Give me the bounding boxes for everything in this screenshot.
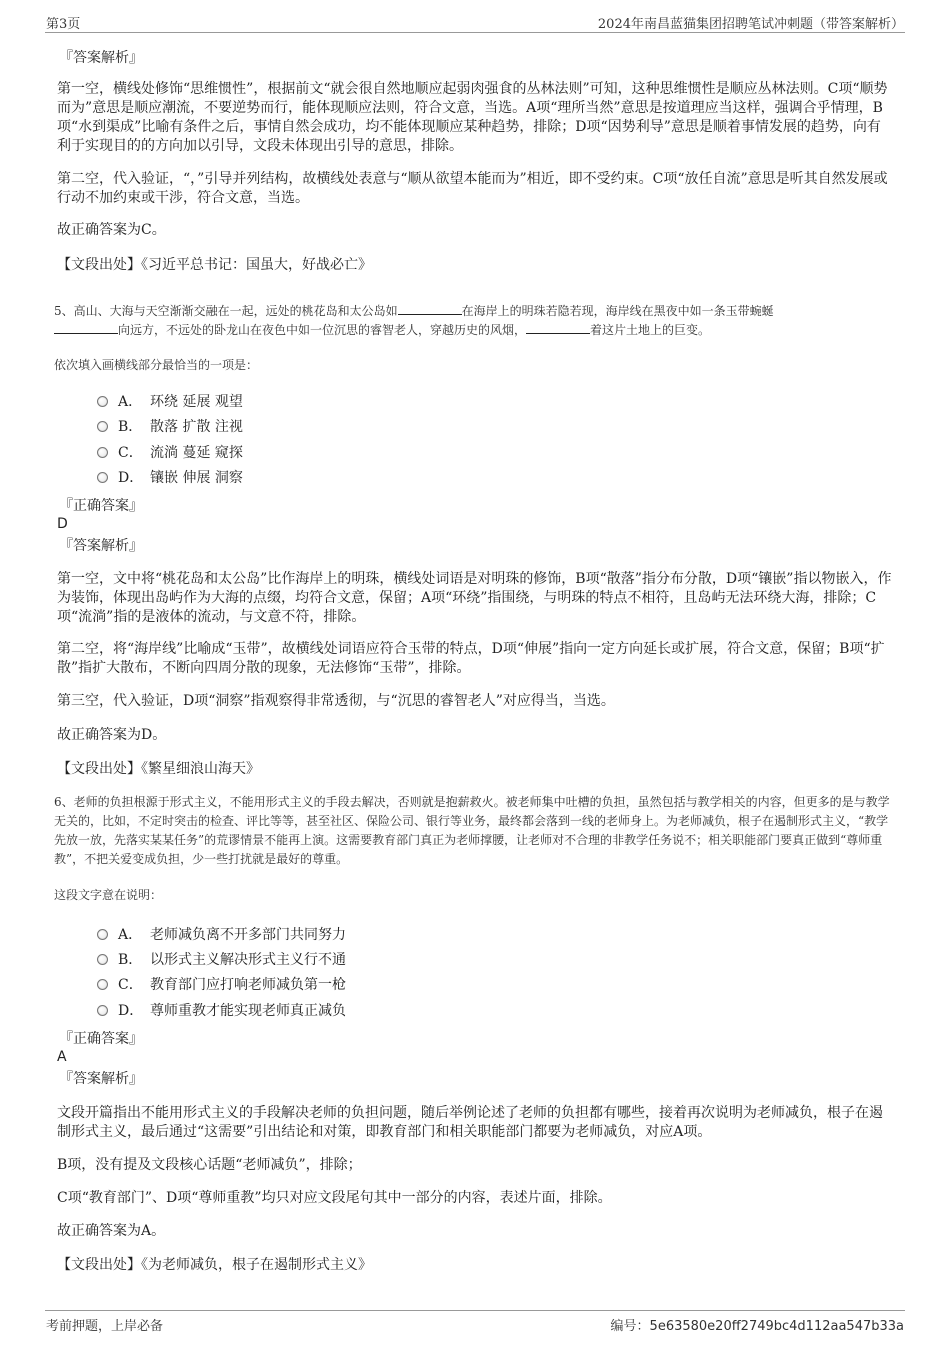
q5-analysis-para-2: 第二空，将“海岸线”比喻成“玉带”，故横线处词语应符合玉带的特点，D项“伸展”指向一定方向延长或扩展，符合文意，保留；B项“扩散”指扩大散布，不断向四周分散的现象，无法修饰“玉带”，排除。	[57, 641, 885, 676]
q5-analysis-tag: 『答案解析』	[59, 538, 143, 554]
q5-stem-part-3: 向远方，不远处的卧龙山在夜色中如一位沉思的睿智老人，穿越历史的风烟，	[118, 323, 527, 337]
q5-conclusion: 故正确答案为D。	[57, 727, 167, 743]
radio-icon[interactable]	[97, 929, 108, 940]
document-title: 2024年南昌蓝猫集团招聘笔试冲刺题（带答案解析）	[597, 17, 904, 32]
option-letter: D．	[118, 1003, 144, 1019]
q5-prompt: 依次填入画横线部分最恰当的一项是：	[54, 358, 259, 372]
radio-icon[interactable]	[97, 396, 108, 407]
q6-option-c[interactable]	[97, 974, 346, 994]
footer-code	[611, 1315, 904, 1334]
option-text: 以形式主义解决形式主义行不通	[150, 952, 346, 968]
option-letter: C．	[118, 445, 143, 461]
q5-blank-3	[526, 321, 590, 334]
option-letter: C．	[118, 977, 143, 993]
q6-option-b[interactable]	[97, 949, 346, 969]
option-letter: D．	[118, 470, 144, 486]
radio-icon[interactable]	[97, 979, 108, 990]
q4-analysis-tag: 『答案解析』	[59, 50, 143, 66]
q6-source: 【文段出处】《为老师减负，根子在遏制形式主义》	[57, 1257, 372, 1273]
option-letter: A．	[118, 927, 143, 943]
footer-rule	[45, 1310, 905, 1311]
footer-code-value: 5e63580e20ff2749bc4d112aa547b33a	[649, 1319, 904, 1334]
option-text: 流淌 蔓延 窥探	[150, 445, 243, 461]
q5-stem-part-4: 着这片土地上的巨变。	[590, 323, 711, 337]
q5-answer-tag: 『正确答案』	[59, 498, 143, 514]
q6-option-a[interactable]	[97, 924, 346, 944]
q6-answer: A	[57, 1049, 67, 1065]
footer-slogan: 考前押题，上岸必备	[46, 1319, 164, 1334]
q5-analysis-para-3: 第三空，代入验证，D项“洞察”指观察得非常透彻，与“沉思的睿智老人”对应得当，当选。	[57, 693, 615, 709]
option-letter: B．	[118, 419, 143, 435]
q4-analysis-para-1: 第一空，横线处修饰“思维惯性”，根据前文“就会很自然地顺应起弱肉强食的丛林法则”可知，这种思维惯性是顺应丛林法则。C项“顺势而为”意思是顺应潮流，不要逆势而行，能体现顺应法则，符合文意，当选。A项“理所当然”意思是按道理应当这样，强调合乎情理，B项“水到渠成”比喻有条件之后，事情自然会成功，均不能体现顺应某种趋势，排除；D项“因势利导”意思是顺着事情发展的趋势，向有利于实现目的的方向加以引导，文段未体现出引导的意思，排除。	[57, 81, 888, 154]
q4-conclusion: 故正确答案为C。	[57, 222, 166, 238]
q5-answer: D	[57, 516, 68, 532]
radio-icon[interactable]	[97, 954, 108, 965]
q6-analysis-para-3: C项“教育部门”、D项“尊师重教”均只对应文段尾句其中一部分的内容，表述片面，排除。	[57, 1190, 612, 1206]
q5-stem	[54, 302, 899, 340]
q5-blank-1	[398, 302, 462, 315]
q5-option-c[interactable]	[97, 442, 243, 462]
radio-icon[interactable]	[97, 472, 108, 483]
option-letter: A．	[118, 394, 143, 410]
q6-answer-tag: 『正确答案』	[59, 1031, 143, 1047]
option-text: 教育部门应打响老师减负第一枪	[150, 977, 346, 993]
q6-conclusion: 故正确答案为A。	[57, 1223, 166, 1239]
page-number: 第3页	[46, 17, 81, 32]
radio-icon[interactable]	[97, 447, 108, 458]
q6-prompt: 这段文字意在说明：	[54, 888, 163, 902]
header-rule	[45, 32, 905, 33]
q6-analysis-tag: 『答案解析』	[59, 1071, 143, 1087]
q5-option-b[interactable]	[97, 416, 243, 436]
q5-option-a[interactable]	[97, 391, 243, 411]
footer-code-label: 编号：	[610, 1319, 650, 1334]
q5-stem-part-1: 5、高山、大海与天空渐渐交融在一起，远处的桃花岛和太公岛如	[54, 304, 398, 318]
q6-analysis-para-2: B项，没有提及文段核心话题“老师减负”，排除；	[57, 1157, 362, 1173]
q6-analysis-para-1: 文段开篇指出不能用形式主义的手段解决老师的负担问题，随后举例论述了老师的负担都有哪些，接着再次说明为老师减负，根子在遏制形式主义，最后通过“这需要”引出结论和对策，即教育部门和相关职能部门都要为老师减负，对应A项。	[57, 1105, 883, 1140]
option-text: 镶嵌 伸展 洞察	[150, 470, 243, 486]
q5-source: 【文段出处】《繁星细浪山海天》	[57, 761, 260, 777]
q4-analysis-para-2: 第二空，代入验证，“，”引导并列结构，故横线处表意与“顺从欲望本能而为”相近，即不受约束。C项“放任自流”意思是听其自然发展或行动不加约束或干涉，符合文意，当选。	[57, 171, 888, 206]
option-letter: B．	[118, 952, 143, 968]
option-text: 散落 扩散 注视	[150, 419, 243, 435]
q5-stem-part-2: 在海岸上的明珠若隐若现，海岸线在黑夜中如一条玉带蜿蜒	[461, 304, 774, 318]
q5-analysis-para-1: 第一空，文中将“桃花岛和太公岛”比作海岸上的明珠，横线处词语是对明珠的修饰，B项“散落”指分布分散，D项“镶嵌”指以物嵌入，作为装饰，体现出岛屿作为大海的点缀，均符合文意，保留；A项“环绕”指围绕，与明珠的特点不相符，且岛屿无法环绕大海，排除；C项“流淌”指的是液体的流动，与文意不符，排除。	[57, 571, 892, 625]
option-text: 环绕 延展 观望	[150, 394, 243, 410]
q5-option-d[interactable]	[97, 467, 243, 487]
option-text: 老师减负离不开多部门共同努力	[150, 927, 346, 943]
radio-icon[interactable]	[97, 421, 108, 432]
q5-blank-2	[54, 321, 118, 334]
q6-stem: 6、老师的负担根源于形式主义，不能用形式主义的手段去解决，否则就是抱薪救火。被老师集中吐槽的负担，虽然包括与教学相关的内容，但更多的是与教学无关的，比如，不定时突击的检查、评比等等，甚至社区、保险公司、银行等业务，最终都会落到一线的老师身上。为老师减负，根子在遏制形式主义，“教学先放一放，先落实某某任务”的荒谬情景不能再上演。这需要教育部门真正为老师撑腰，让老师对不合理的非教学任务说不；相关职能部门要真正做到“尊师重教”，不把关爱变成负担，少一些打扰就是最好的尊重。	[54, 795, 890, 866]
radio-icon[interactable]	[97, 1005, 108, 1016]
q4-source: 【文段出处】《习近平总书记：国虽大，好战必亡》	[57, 257, 372, 273]
option-text: 尊师重教才能实现老师真正减负	[150, 1003, 346, 1019]
q6-option-d[interactable]	[97, 1000, 346, 1020]
